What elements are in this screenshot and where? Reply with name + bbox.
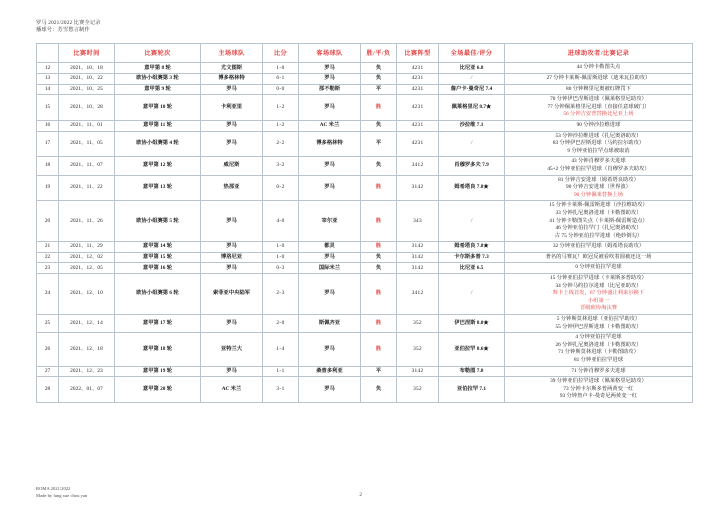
table-row	[37, 74, 693, 85]
cell-home-team: 罗马	[201, 366, 263, 377]
cell-result: 负	[361, 120, 397, 131]
record-line: 93 分钟詹卢卡-曼奇尼两黄变一红	[559, 393, 638, 400]
table-header-row	[37, 44, 693, 63]
cell-away-team: 罗马	[299, 175, 361, 201]
table-row	[37, 274, 693, 315]
record-line: 26 分钟扎尼奥洛进球（卡勒图助攻）	[555, 341, 642, 348]
cell-result: 平	[361, 84, 397, 95]
cell-match-records	[505, 63, 693, 74]
column-header-records: 进球助攻者/比赛记录	[505, 44, 693, 63]
cell-index: 27	[37, 366, 59, 377]
cell-round: 欧协小组赛第 5 轮	[115, 201, 201, 242]
cell-formation: 3142	[397, 175, 439, 201]
cell-score: 2-2	[263, 131, 299, 157]
cell-round: 意甲第 19 轮	[115, 366, 201, 377]
cell-round: 欧协小组赛第 4 轮	[115, 131, 201, 157]
cell-date: 2021、10、18	[59, 63, 115, 74]
cell-round: 意甲第 9 轮	[115, 84, 201, 95]
document-header	[36, 20, 694, 34]
table-row	[37, 131, 693, 157]
cell-man-of-match: /	[439, 131, 505, 157]
cell-match-records	[505, 274, 693, 315]
cell-formation: 3142	[397, 263, 439, 274]
record-line: 45+2 分钟亚伯拉罕进球（肖穆罗多夫助攻）	[547, 165, 650, 172]
cell-score: 0-0	[263, 84, 299, 95]
cell-formation: 3142	[397, 242, 439, 253]
cell-formation: 352	[397, 377, 439, 403]
cell-formation: 4231	[397, 63, 439, 74]
table-row	[37, 377, 693, 403]
cell-round: 意甲第 17 轮	[115, 315, 201, 333]
cell-match-records	[505, 95, 693, 121]
table-row	[37, 252, 693, 263]
column-header-date: 比赛时间	[59, 44, 115, 63]
cell-date: 2021、11、01	[59, 120, 115, 131]
cell-date: 2021、12、02	[59, 252, 115, 263]
cell-man-of-match: 詹户卡-曼奇尼 7.4	[439, 84, 505, 95]
match-record-table	[36, 43, 693, 403]
cell-home-team: 罗马	[201, 131, 263, 157]
cell-date: 2021、10、25	[59, 84, 115, 95]
column-header-formation: 比赛阵型	[397, 44, 439, 63]
cell-date: 2021、12、10	[59, 274, 115, 315]
cell-result: 胜	[361, 175, 397, 201]
cell-score: 1-2	[263, 95, 299, 121]
cell-match-records	[505, 157, 693, 175]
cell-score: 1-2	[263, 120, 299, 131]
cell-index: 24	[37, 274, 59, 315]
cell-home-team: 亚特兰大	[201, 333, 263, 366]
column-header-away: 客场球队	[299, 44, 361, 63]
cell-result: 负	[361, 252, 397, 263]
cell-result: 胜	[361, 333, 397, 366]
cell-home-team: 热那亚	[201, 175, 263, 201]
table-row	[37, 157, 693, 175]
record-line: 71 分钟肖穆罗多夫进球	[571, 367, 626, 374]
table-row	[37, 175, 693, 201]
cell-home-team: 威尼斯	[201, 157, 263, 175]
cell-away-team: 罗马	[299, 252, 361, 263]
cell-away-team: 宰尔亚	[299, 201, 361, 242]
cell-match-records	[505, 84, 693, 95]
record-line: 43 分钟肖穆罗多夫进球	[571, 158, 626, 165]
cell-home-team: 罗马	[201, 84, 263, 95]
record-line: 古 75 分钟亚伯拉罕进球（绝妙倒勾）	[554, 232, 643, 239]
cell-result: 胜	[361, 315, 397, 333]
cell-score: 0-2	[263, 175, 299, 201]
cell-man-of-match: 沙拉维 7.1	[439, 120, 505, 131]
table-row	[37, 315, 693, 333]
cell-result: 平	[361, 131, 397, 157]
cell-match-records	[505, 131, 693, 157]
cell-formation: 352	[397, 315, 439, 333]
cell-index: 23	[37, 263, 59, 274]
cell-result: 胜	[361, 95, 397, 121]
cell-away-team: 桑普多利亚	[299, 366, 361, 377]
cell-date: 2021、11、22	[59, 175, 115, 201]
record-line: 46 分钟亚伯拉罕门（扎尼奥洛助攻）	[555, 225, 642, 232]
cell-away-team: 罗马	[299, 333, 361, 366]
record-line: 15 分钟卡莱斯-佩雷斯进球（沙拉维助攻）	[549, 202, 648, 209]
document-subtitle: 播球号：芳雪愁言制作	[36, 27, 90, 34]
cell-home-team: 博洛尼亚	[201, 252, 263, 263]
cell-result: 负	[361, 377, 397, 403]
footer-author: Made by fang xue chou yan	[36, 492, 88, 498]
cell-away-team: 国际米兰	[299, 263, 361, 274]
column-header-mom: 全场最佳/评分	[439, 44, 505, 63]
cell-score: 3-2	[263, 157, 299, 175]
cell-formation: 352	[397, 333, 439, 366]
cell-man-of-match: 亚伯拉罕 7.1	[439, 377, 505, 403]
cell-match-records	[505, 201, 693, 242]
cell-away-team: 罗马	[299, 74, 361, 85]
cell-man-of-match: /	[439, 274, 505, 315]
cell-score: 0-3	[263, 263, 299, 274]
cell-date: 2021、12、05	[59, 263, 115, 274]
cell-round: 意甲第 8 轮	[115, 63, 201, 74]
table-body	[37, 63, 693, 403]
record-line: 90 分钟沙拉维进球	[576, 121, 621, 128]
column-header-index	[37, 44, 59, 63]
cell-result: 负	[361, 263, 397, 274]
cell-date: 2021、10、22	[59, 74, 115, 85]
cell-date: 2022、01、07	[59, 377, 115, 403]
record-line: 70 分钟伊巴涅斯进球（佩莱格里尼助攻）	[550, 96, 647, 103]
cell-index: 16	[37, 120, 59, 131]
cell-home-team: 罗马	[201, 263, 263, 274]
table-row	[37, 63, 693, 74]
cell-match-records	[505, 315, 693, 333]
record-line: 73 分钟卡尔斯多普两黄变一红	[563, 385, 634, 392]
cell-formation: 4231	[397, 84, 439, 95]
record-line: 27 分钟卡莱斯-佩雷斯进球（迪米瓦拉助攻）	[546, 75, 651, 81]
record-line: 著名的马赛瓦！欧冠反被看吹着圆被还这一场	[545, 253, 652, 260]
cell-home-team: 罗马	[201, 120, 263, 131]
cell-man-of-match: /	[439, 201, 505, 242]
cell-man-of-match: 卡尔斯多普 7.3	[439, 252, 505, 263]
cell-home-team: 罗马	[201, 315, 263, 333]
cell-result: 胜	[361, 274, 397, 315]
cell-away-team: 那不勒斯	[299, 84, 361, 95]
cell-index: 28	[37, 377, 59, 403]
cell-index: 15	[37, 95, 59, 121]
record-line: 34 分钟马约拉尔进球（比尼亚助攻）	[555, 282, 642, 289]
record-line: 5 分钟斯莫林进球（亚伯拉罕助攻）	[556, 316, 641, 323]
record-line: 33 分钟扎尼奥洛进球（卡勒图助攻）	[555, 209, 642, 216]
cell-match-records	[505, 263, 693, 274]
cell-date: 2021、12、23	[59, 366, 115, 377]
cell-away-team: 罗马	[299, 95, 361, 121]
record-line-highlight: 晋级欧协淘汰赛	[579, 305, 618, 312]
record-line-highlight: 90 分钟佩莱替换上场	[574, 191, 623, 198]
cell-away-team: 罗马	[299, 377, 361, 403]
cell-home-team: 博多格林特	[201, 74, 263, 85]
cell-home-team: AC 米兰	[201, 377, 263, 403]
cell-man-of-match: 肖穆罗多夫 7.9	[439, 157, 505, 175]
record-line: 32 分钟亚伯拉罕进球（姆希塔良助攻）	[552, 243, 645, 250]
cell-match-records	[505, 252, 693, 263]
cell-round: 意甲第 11 轮	[115, 120, 201, 131]
cell-date: 2021、11、29	[59, 242, 115, 253]
cell-index: 26	[37, 333, 59, 366]
cell-score: 6-1	[263, 74, 299, 85]
cell-date: 2021、11、05	[59, 131, 115, 157]
record-line: 4 分钟亚伯拉罕进球	[575, 334, 622, 341]
cell-formation: 4231	[397, 95, 439, 121]
cell-result: 胜	[361, 242, 397, 253]
cell-score: 1-4	[263, 333, 299, 366]
cell-home-team: 尤文图斯	[201, 63, 263, 74]
cell-match-records	[505, 74, 693, 85]
cell-round: 意甲第 15 轮	[115, 252, 201, 263]
cell-formation: 4231	[397, 120, 439, 131]
cell-score: 2-3	[263, 274, 299, 315]
cell-formation: 4231	[397, 74, 439, 85]
cell-index: 13	[37, 74, 59, 85]
cell-result: 胜	[361, 201, 397, 242]
cell-away-team: 都灵	[299, 242, 361, 253]
record-line: 9 分钟亚伯拉罕点球被取消	[567, 147, 630, 154]
cell-date: 2021、10、28	[59, 95, 115, 121]
cell-formation: 4231	[397, 131, 439, 157]
cell-round: 欧协小组赛第 6 轮	[115, 274, 201, 315]
cell-man-of-match: 比尼亚 6.5	[439, 263, 505, 274]
cell-away-team: 罗马	[299, 157, 361, 175]
cell-man-of-match: 佩莱格里尼 8.7★	[439, 95, 505, 121]
cell-result: 平	[361, 366, 397, 377]
cell-index: 21	[37, 242, 59, 253]
cell-home-team: 罗马	[201, 201, 263, 242]
cell-round: 意甲第 18 轮	[115, 333, 201, 366]
cell-man-of-match: 比尼亚 6.8	[439, 63, 505, 74]
cell-formation: 3142	[397, 366, 439, 377]
cell-index: 14	[37, 84, 59, 95]
cell-man-of-match: 亚伯拉罕 8.6★	[439, 333, 505, 366]
record-line: 77 分钟佩莱格里尼进球（直接任意球破门）	[547, 103, 650, 110]
cell-away-team: 罗马	[299, 274, 361, 315]
cell-date: 2021、11、07	[59, 157, 115, 175]
cell-score: 1-0	[263, 63, 299, 74]
record-line: 39 分钟亚伯拉罕进球（佩莱格里尼助攻）	[550, 378, 647, 385]
record-line: 53 分钟沙拉维进球（扎尼奥洛助攻）	[555, 132, 642, 139]
table-row	[37, 366, 693, 377]
cell-match-records	[505, 120, 693, 131]
table-row	[37, 242, 693, 253]
cell-score: 1-0	[263, 252, 299, 263]
cell-score: 1-0	[263, 242, 299, 253]
cell-score: 4-0	[263, 201, 299, 242]
cell-round: 意甲第 12 轮	[115, 157, 201, 175]
record-line-highlight: 56 分钟吉安普替换比尼亚上场	[563, 111, 634, 118]
column-header-result: 胜/平/负	[361, 44, 397, 63]
record-line: 44 分钟卡勒图失点	[576, 64, 621, 71]
cell-index: 20	[37, 201, 59, 242]
cell-formation: 3412	[397, 274, 439, 315]
record-line: 80 分钟穆里尼奥被红牌罚下	[566, 85, 631, 92]
cell-man-of-match: 姆希塔良 7.8★	[439, 175, 505, 201]
cell-date: 2021、12、14	[59, 315, 115, 333]
cell-round: 欧协小组赛第 3 轮	[115, 74, 201, 85]
table-row	[37, 95, 693, 121]
footer-title: ROMA 2021/2022	[36, 486, 71, 492]
record-line-highlight: 小组第一	[587, 297, 610, 304]
record-line: 71 分钟斯莫林进球（卡勒图助攻）	[558, 349, 639, 356]
table-row	[37, 333, 693, 366]
record-line: 15 分钟亚伯拉罕进球（卡莱斯多普助攻）	[550, 275, 647, 282]
cell-result: 负	[361, 63, 397, 74]
record-line: 81 分钟吉安进球（姆希塔良助攻）	[558, 176, 639, 183]
cell-index: 19	[37, 175, 59, 201]
table-row	[37, 201, 693, 242]
cell-score: 1-1	[263, 366, 299, 377]
cell-match-records	[505, 242, 693, 253]
cell-index: 17	[37, 131, 59, 157]
cell-score: 3-1	[263, 377, 299, 403]
cell-man-of-match: 伊巴涅斯 8.0★	[439, 315, 505, 333]
cell-index: 25	[37, 315, 59, 333]
cell-away-team: AC 米兰	[299, 120, 361, 131]
cell-match-records	[505, 175, 693, 201]
column-header-score: 比分	[263, 44, 299, 63]
record-line: 81 分钟亚伯拉罕进球	[574, 357, 623, 363]
cell-match-records	[505, 333, 693, 366]
cell-home-team: 卡利亚里	[201, 95, 263, 121]
document-title: 罗马 2021/2022 比赛全记录	[36, 20, 101, 26]
cell-home-team: 索菲亚中央陆军	[201, 274, 263, 315]
cell-away-team: 罗马	[299, 63, 361, 74]
record-line-highlight: 辉卡上线首发，67 分钟盛让利来尔换下	[552, 290, 645, 297]
column-header-round: 比赛轮次	[115, 44, 201, 63]
cell-round: 意甲第 16 轮	[115, 263, 201, 274]
cell-man-of-match: 布勒图 7.0	[439, 366, 505, 377]
cell-man-of-match: /	[439, 74, 505, 85]
cell-away-team: 博多格林特	[299, 131, 361, 157]
cell-result: 负	[361, 74, 397, 85]
cell-score: 2-0	[263, 315, 299, 333]
record-line: 90 分钟吉安进球（世界波）	[566, 184, 631, 191]
cell-man-of-match: 姆希塔良 7.8★	[439, 242, 505, 253]
cell-index: 18	[37, 157, 59, 175]
cell-date: 2021、12、18	[59, 333, 115, 366]
cell-home-team: 罗马	[201, 242, 263, 253]
cell-index: 12	[37, 63, 59, 74]
page-number: 2	[359, 492, 362, 498]
cell-match-records	[505, 377, 693, 403]
cell-round: 意甲第 20 轮	[115, 377, 201, 403]
cell-formation: 3142	[397, 252, 439, 263]
cell-index: 22	[37, 252, 59, 263]
column-header-home: 主场球队	[201, 44, 263, 63]
page-footer	[36, 486, 694, 499]
cell-date: 2021、11、26	[59, 201, 115, 242]
cell-away-team: 斯佩齐亚	[299, 315, 361, 333]
cell-round: 意甲第 14 轮	[115, 242, 201, 253]
table-row	[37, 263, 693, 274]
record-line: 55 分钟伊巴涅斯进球（卡勒图助攻）	[555, 323, 642, 330]
cell-result: 负	[361, 157, 397, 175]
footer-credit	[36, 486, 87, 499]
table-row	[37, 120, 693, 131]
record-line: 0 分钟亚伯拉罕进球	[575, 264, 622, 271]
record-line: 41 分钟卡勒图失点（卡莱斯-佩雷斯造点）	[549, 217, 648, 224]
cell-round: 意甲第 10 轮	[115, 95, 201, 121]
cell-round: 意甲第 13 轮	[115, 175, 201, 201]
cell-formation: 3412	[397, 157, 439, 175]
cell-formation: 343	[397, 201, 439, 242]
table-row	[37, 84, 693, 95]
record-line: 83 分钟伊巴涅斯进球（马约拉尔助攻）	[552, 140, 645, 147]
cell-match-records	[505, 366, 693, 377]
